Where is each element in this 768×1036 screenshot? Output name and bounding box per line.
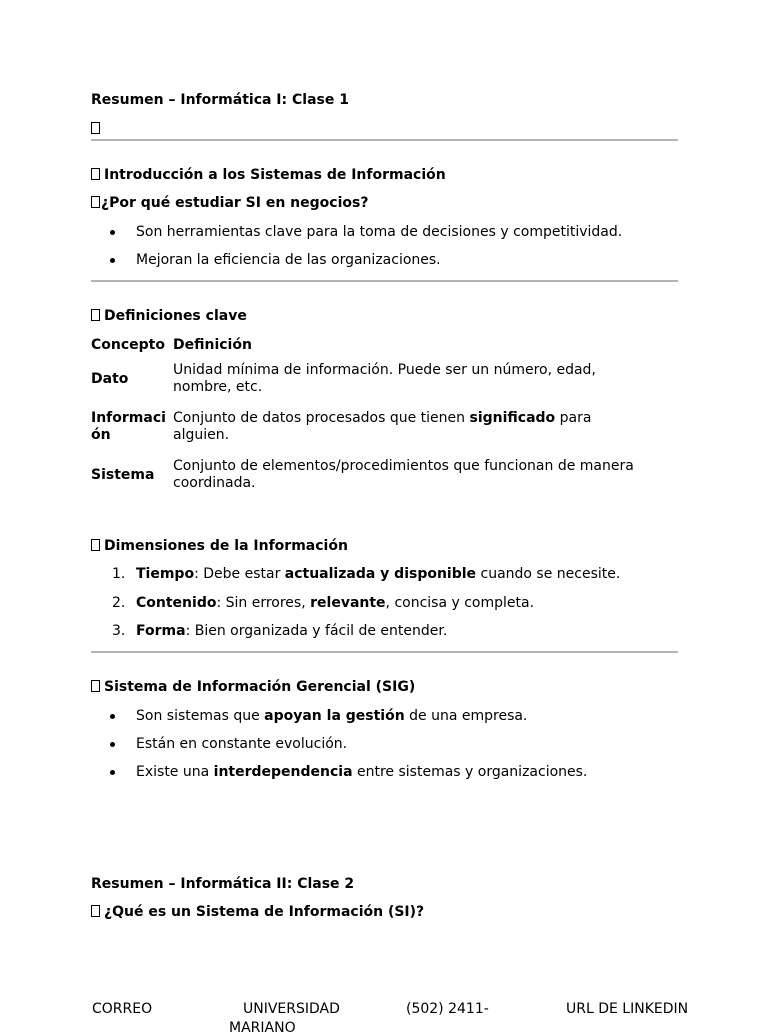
section-heading-que-es-si: ¿Qué es un Sistema de Información (SI)? [91,903,424,921]
table-row [91,403,643,451]
footer-correo: CORREO [92,1001,153,1017]
missing-glyph-icon [91,539,100,551]
page-footer [0,1001,768,1036]
list-item: 2. Contenido: Sin errores, relevante, concisa y completa. [112,595,535,611]
bullet-dot [110,258,115,263]
list-item: Son herramientas clave para la toma de decisiones y competitividad. [91,223,678,241]
bullet-dot [110,230,115,235]
list-item: Existe una interdependencia entre sistemas y organizaciones. [91,763,678,781]
list-item: 3. Forma: Bien organizada y fácil de entender. [112,623,448,639]
footer-telefono: (502) 2411- [406,1001,489,1017]
missing-glyph-icon [91,120,100,138]
missing-glyph-icon [91,309,100,321]
section-heading-dimensions: Dimensiones de la Información [91,537,348,555]
bullet-dot [110,742,115,747]
table-cell-concept: Informaci ón [91,410,166,443]
missing-glyph-icon [91,196,100,208]
document-title-clase-1: Resumen – Informática I: Clase 1 [91,92,349,108]
table-cell-concept: Dato [91,370,129,387]
missing-glyph-icon [91,680,100,692]
table-header-concept: Concepto [91,336,165,353]
section-question-intro: ¿Por qué estudiar SI en negocios? [91,194,368,212]
table-row [91,451,643,499]
section-heading-definitions: Definiciones clave [91,307,247,325]
table-cell-definition: Conjunto de datos procesados que tienen significado para alguien. [173,410,592,443]
bullet-dot [110,714,115,719]
footer-linkedin: URL DE LINKEDIN [566,1001,689,1017]
list-item: Mejoran la eficiencia de las organizaciones. [91,251,678,269]
table-cell-definition: Conjunto de elementos/procedimientos que funcionan de manera coordinada. [173,458,634,491]
missing-glyph-icon [91,168,100,180]
list-item: Están en constante evolución. [91,735,678,753]
table-header-definition: Definición [173,336,252,353]
list-item: 1. Tiempo: Debe estar actualizada y disponible cuando se necesite. [112,566,621,582]
section-heading-sig: Sistema de Información Gerencial (SIG) [91,678,415,696]
bullet-dot [110,770,115,775]
list-item: Son sistemas que apoyan la gestión de una empresa. [91,707,678,725]
document-title-clase-2: Resumen – Informática II: Clase 2 [91,876,355,892]
divider [91,651,678,653]
table-cell-definition: Unidad mínima de información. Puede ser un número, edad, nombre, etc. [173,362,596,395]
divider [91,280,678,282]
divider [91,139,678,141]
footer-universidad-cont: MARIANO [229,1020,296,1036]
table-cell-concept: Sistema [91,466,155,483]
footer-universidad: UNIVERSIDAD [243,1001,340,1017]
table-row [91,355,643,403]
missing-glyph-icon [91,905,100,917]
definitions-table [91,335,643,499]
section-heading-intro: Introducción a los Sistemas de Información [91,166,446,184]
